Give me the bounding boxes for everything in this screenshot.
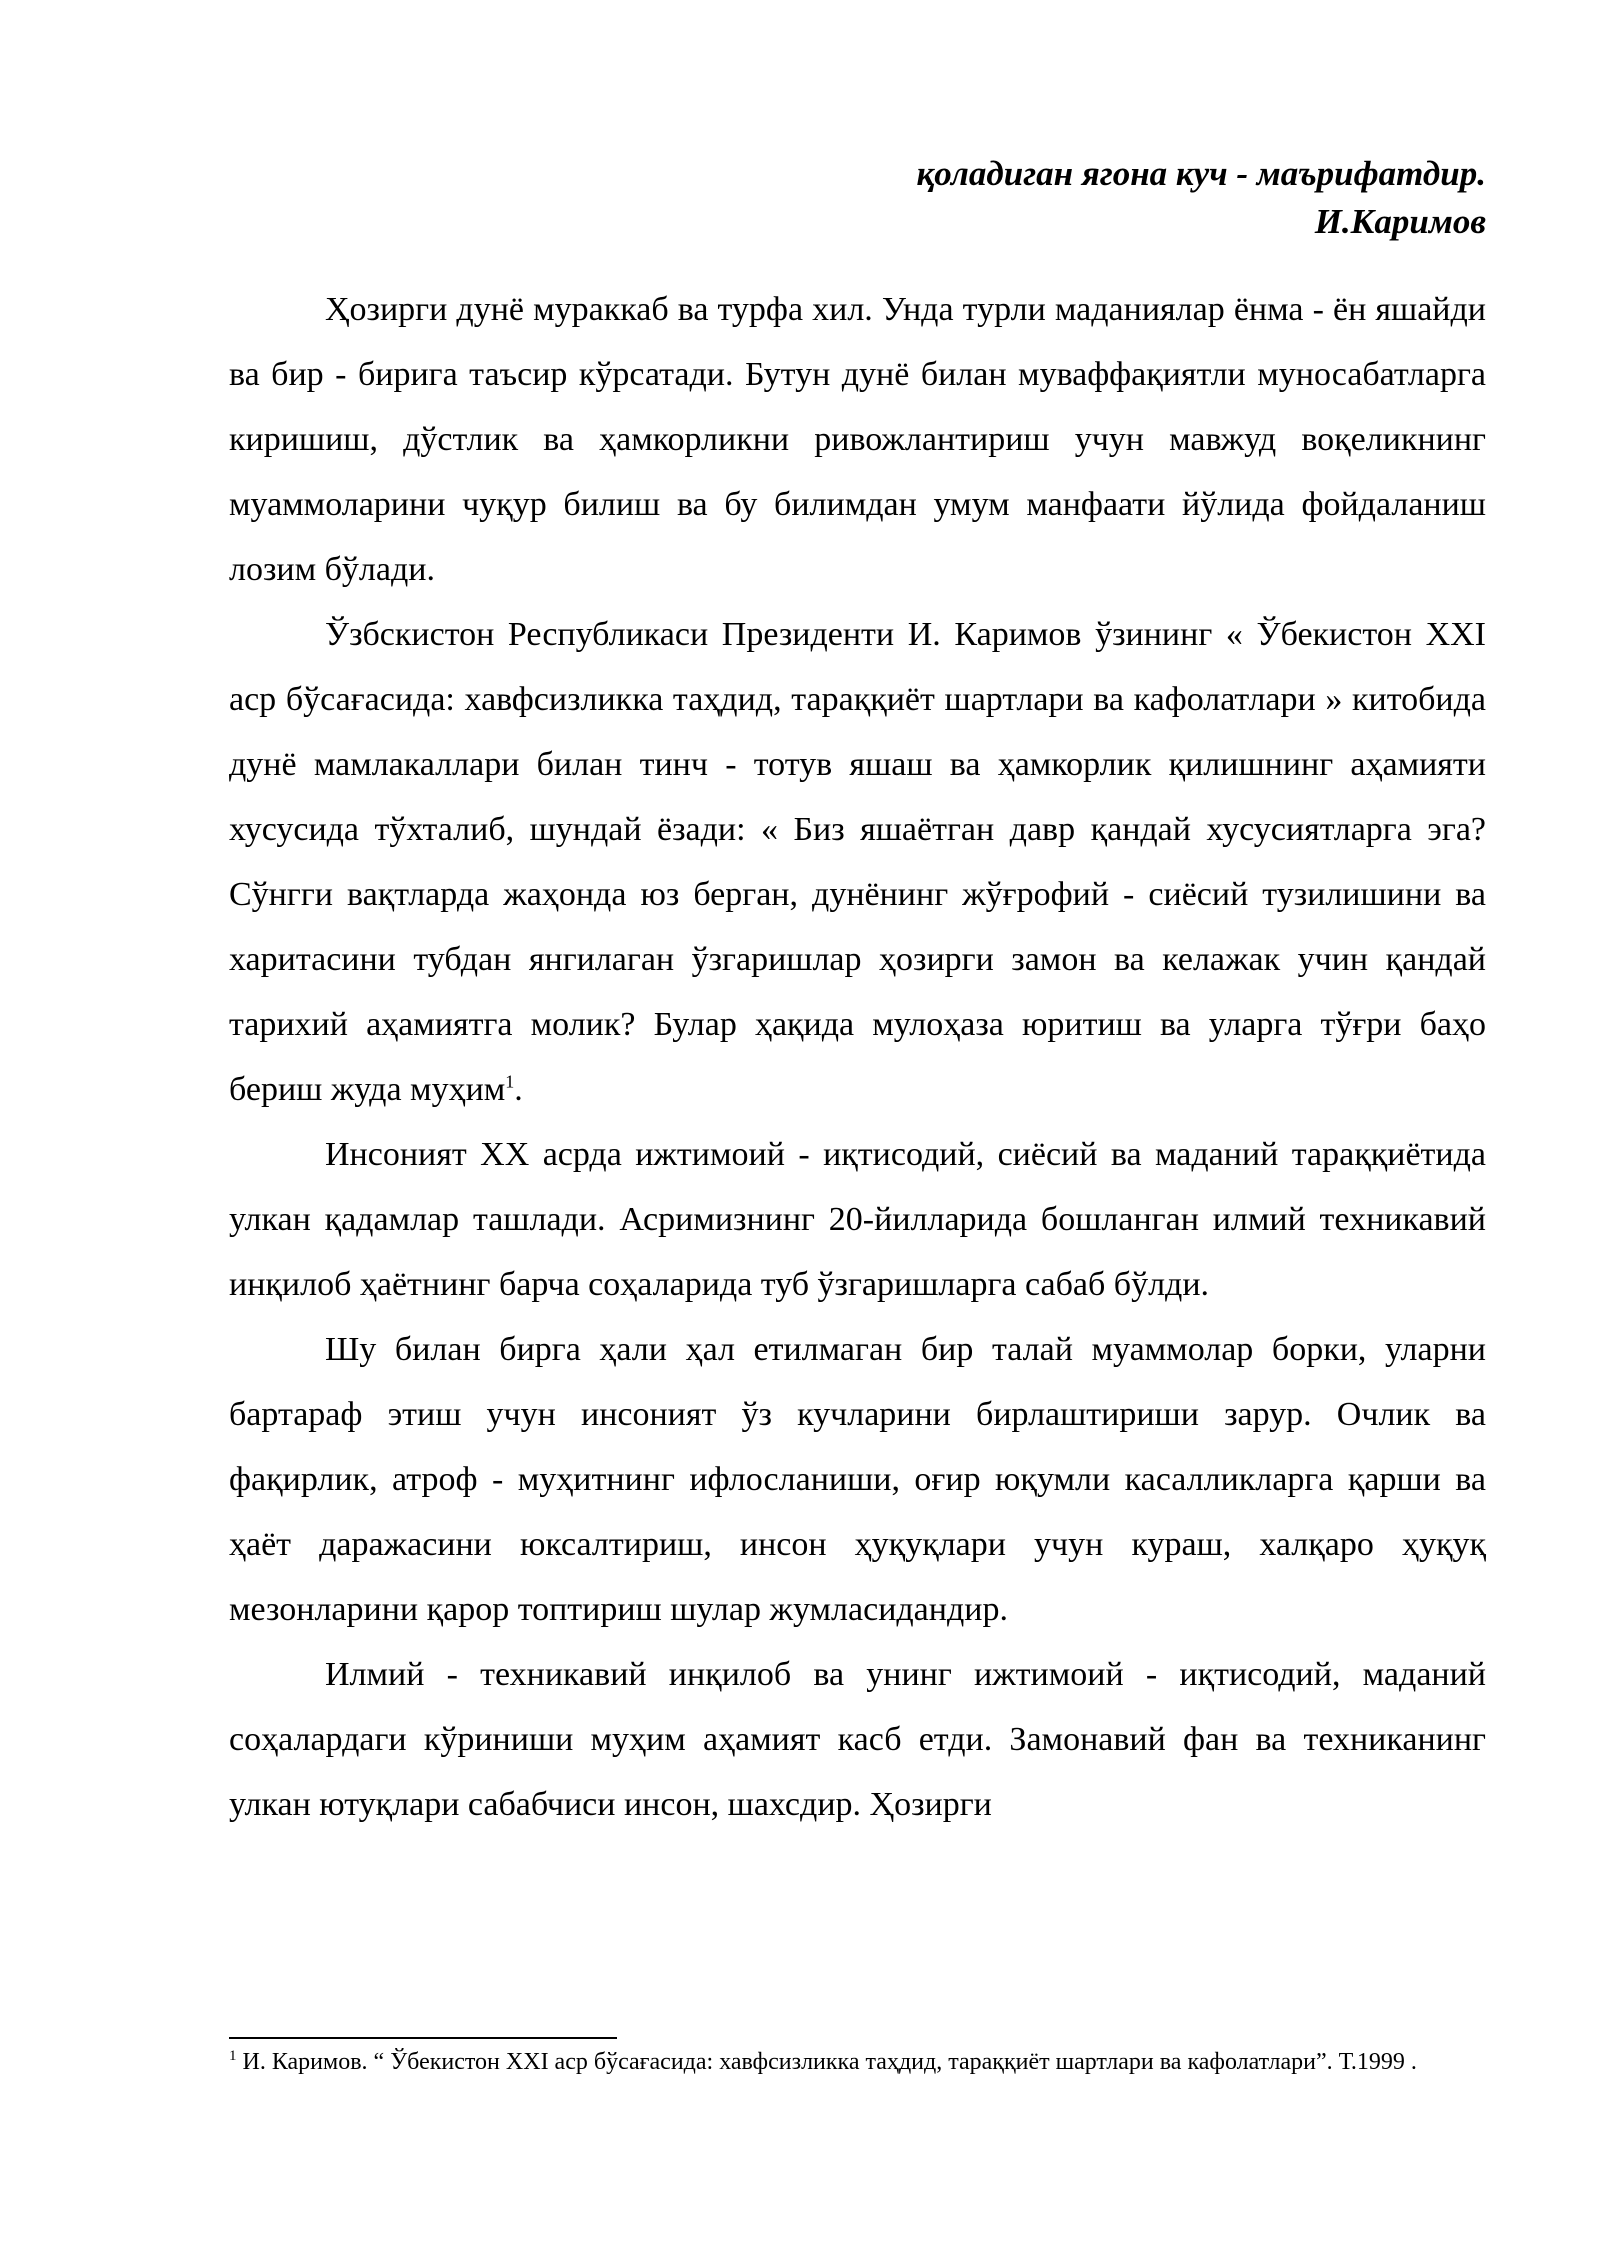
footnote-separator: [229, 2037, 617, 2039]
epigraph: [917, 150, 1486, 246]
paragraph: Ҳозирги дунё мураккаб ва турфа хил. Унда турли маданиялар ёнма - ён яшайди ва бир - бирига таъсир кўрсатади. Бутун дунё билан муваффақиятли муносабатларга киришиш, дўстлик ва ҳамкорликни ривожлантириш учун мавжуд воқеликнинг муаммоларини чуқур билиш ва бу билимдан умум манфаати йўлида фойдаланиш лозим бўлади.: [229, 291, 1486, 588]
footnote: [229, 2047, 1486, 2077]
epigraph-author: И.Каримов: [1314, 202, 1486, 241]
footnote-text: И. Каримов. “ Ўбекистон XXI аср бўсағасида: хавфсизликка таҳдид, тараққиёт шартлари ва кафолатлари”. Т.1999 .: [236, 2049, 1417, 2075]
main-text: [229, 277, 1486, 1837]
paragraph-text: Ўзбскистон Республикаси Президенти И. Каримов ўзининг « Ўбекистон XXI аср бўсағасида: хавфсизликка таҳдид, тараққиёт шартлари ва кафолатлари » китобида дунё мамлакаллари билан тинч - тотув яшаш ва ҳамкорлик қилишнинг аҳамияти хусусида тўхталиб, шундай ёзади: « Биз яшаётган давр қандай хусусиятларга эга? Сўнгги вақтларда жаҳонда юз берган, дунёнинг жўғрофий - сиёсий тузилишини ва харитасини тубдан янгилаган ўзгаришлар ҳозирги замон ва келажак учин қандай тарихий аҳамиятга молик? Булар ҳақида мулоҳаза юритиш ва уларга тўғри баҳо бериш жуда муҳим: [229, 616, 1486, 1108]
footnote-number: 1: [229, 2048, 237, 2064]
paragraph-tail: .: [514, 1071, 523, 1108]
paragraph: Илмий - техникавий инқилоб ва унинг ижтимоий - иқтисодий, маданий соҳалардаги кўриниши муҳим аҳамият касб етди. Замонавий фан ва техниканинг улкан ютуқлари сабабчиси инсон, шахсдир. Ҳозирги: [229, 1656, 1486, 1823]
paragraph: Шу билан бирга ҳали ҳал етилмаган бир талай муаммолар борки, уларни бартараф этиш учун инсоният ўз кучларини бирлаштириши зарур. Очлик ва фақирлик, атроф - муҳитнинг ифлосланиши, оғир юқумли касалликларга қарши ва ҳаёт даражасини юксалтириш, инсон ҳуқуқлари учун кураш, халқаро ҳуқуқ мезонларини қарор топтириш шулар жумласидандир.: [229, 1331, 1486, 1628]
epigraph-quote: қоладиган ягона куч - маърифатдир.: [916, 154, 1486, 193]
footnote-reference: 1: [505, 1071, 515, 1092]
paragraph: Инсоният XX асрда ижтимоий - иқтисодий, сиёсий ва маданий тараққиётида улкан қадамлар ташлади. Асримизнинг 20-йилларида бошланган илмий техникавий инқилоб ҳаётнинг барча соҳаларида туб ўзгаришларга сабаб бўлди.: [229, 1136, 1486, 1303]
paragraph: [229, 602, 1486, 1122]
